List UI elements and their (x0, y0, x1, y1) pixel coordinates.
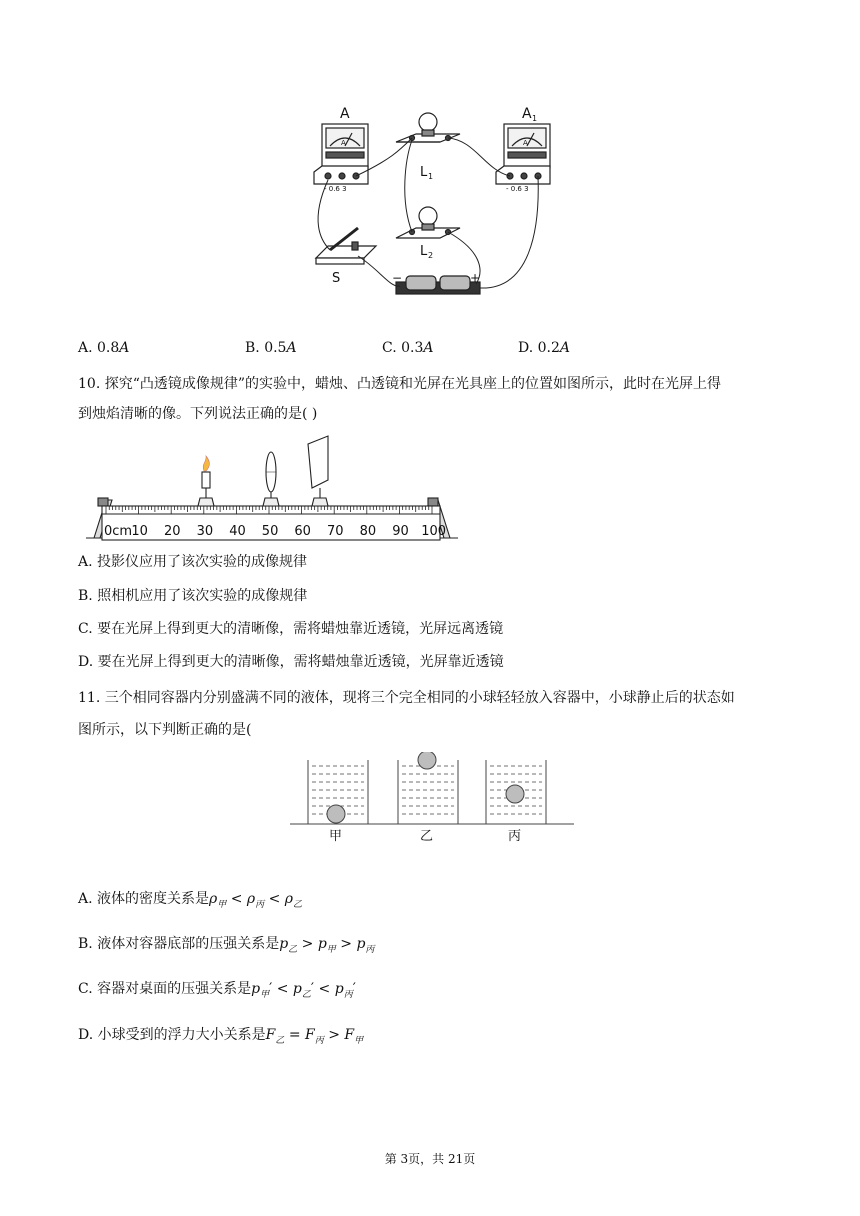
q11-option-d-sub-3: 甲 (354, 1036, 364, 1046)
q11-option-c-op-1: ′ < (269, 981, 293, 997)
ruler-tick-label: 0cm (104, 524, 133, 539)
label-lamp-l1-sub: 1 (428, 172, 434, 181)
q9-option-d-unit: A (559, 340, 571, 356)
ruler-tick-label: 20 (164, 524, 181, 539)
label-ammeter-a: A (340, 106, 350, 122)
q10-option-c: C. 要在光屏上得到更大的清晰像，需将蜡烛靠近透镜，光屏远离透镜 (78, 621, 504, 637)
label-lamp-l2-sub: 2 (428, 251, 434, 260)
q9-option-c (382, 338, 434, 358)
ruler-tick-label: 50 (261, 524, 279, 539)
q11-option-b (78, 934, 374, 960)
q11-option-d-sym-1: F (265, 1027, 276, 1043)
q11-option-b-sub-3: 丙 (365, 945, 375, 955)
q10-stem-line2: 到烛焰清晰的像。下列说法正确的是( ) (78, 406, 318, 422)
container-yi (398, 752, 458, 824)
ammeter-a1 (496, 124, 550, 184)
q11-option-c-sym-3: p (334, 981, 344, 997)
q9-option-a-unit: A (119, 340, 130, 356)
q11-option-d-sub-2: 丙 (314, 1036, 324, 1046)
optical-bench-diagram (80, 434, 470, 544)
ruler-tick-label: 60 (294, 524, 311, 539)
q11-option-c-sub-3: 丙 (343, 990, 353, 1000)
q11-option-c-op-2: ′ < (310, 981, 335, 997)
q11-option-c-sub-1: 甲 (260, 990, 270, 1000)
q10-option-d: D. 要在光屏上得到更大的清晰像，需将蜡烛靠近透镜，光屏靠近透镜 (78, 654, 504, 670)
ruler-tick-label: 80 (359, 524, 377, 539)
light-screen (308, 436, 328, 506)
ruler-tick-label: 100 (421, 524, 447, 539)
q11-option-b-op-2: > (335, 936, 357, 952)
label-switch-s: S (332, 271, 341, 286)
q11-option-a-text: A. 液体的密度关系是 (78, 891, 210, 907)
q9-option-b-value: B. 0.5 (245, 340, 287, 356)
q11-option-b-sub-1: 乙 (288, 945, 298, 955)
q11-option-b-sym-3: p (356, 936, 366, 952)
q9-option-b (245, 338, 297, 358)
q11-option-b-sym-1: p (279, 936, 289, 952)
label-lamp-l2: L (420, 244, 428, 259)
q11-option-c-sub-2: 乙 (301, 990, 311, 1000)
battery (396, 276, 480, 294)
ammeter-a-terminals: - 0.6 3 (324, 185, 347, 193)
label-jia: 甲 (329, 829, 343, 844)
q11-stem-line2: 图所示，以下判断正确的是( (78, 722, 252, 738)
ammeter-a1-dial-letter: A (523, 139, 528, 147)
lamp-l1 (396, 113, 460, 142)
q10-stem-line1: 10. 探究“凸透镜成像规律”的实验中，蜡烛、凸透镜和光屏在光具座上的位置如图所示，此时在光屏上得 (78, 376, 722, 392)
q9-option-a (78, 338, 129, 358)
q11-option-a-sub-3: 乙 (293, 900, 303, 910)
ammeter-a-dial-letter: A (341, 139, 346, 147)
q11-option-c-sym-1: p (251, 981, 261, 997)
label-yi: 乙 (420, 829, 434, 844)
candle (198, 456, 214, 506)
q11-option-d-op-1: = (284, 1027, 306, 1043)
q10-option-b: B. 照相机应用了该次实验的成像规律 (78, 588, 308, 604)
switch-s (316, 228, 376, 264)
convex-lens (263, 452, 279, 506)
ruler-tick-label: 10 (131, 524, 148, 539)
ruler-tick-label: 70 (327, 524, 344, 539)
ball-yi (418, 752, 436, 769)
q11-option-b-text: B. 液体对容器底部的压强关系是 (78, 936, 280, 952)
ruler-tick-label: 90 (392, 524, 409, 539)
battery-plus: + (470, 271, 481, 285)
container-jia (308, 760, 368, 824)
battery-minus: − (392, 271, 403, 285)
q11-option-d-text: D. 小球受到的浮力大小关系是 (78, 1027, 266, 1043)
q11-option-a-sub-1: 甲 (217, 900, 227, 910)
label-ammeter-a1: A (522, 106, 532, 122)
q11-option-b-op-1: > (297, 936, 318, 952)
ball-jia (327, 805, 345, 823)
q11-option-d-op-2: > (323, 1027, 345, 1043)
q9-option-a-value: A. 0.8 (78, 340, 120, 356)
q11-option-a-sym-2: ρ (246, 891, 256, 907)
label-bing: 丙 (508, 829, 522, 844)
q11-option-c-text: C. 容器对桌面的压强关系是 (78, 981, 252, 997)
q10-option-a: A. 投影仪应用了该次实验的成像规律 (78, 554, 308, 570)
q11-option-a-op-2: < (264, 891, 285, 907)
q11-option-b-sub-2: 甲 (326, 945, 336, 955)
ammeter-a (314, 124, 368, 184)
q11-option-a-sub-2: 丙 (255, 900, 265, 910)
page-footer: 第 3页，共 21页 (384, 1152, 476, 1166)
containers-diagram (288, 752, 578, 848)
q11-option-a-sym-3: ρ (284, 891, 294, 907)
q9-option-b-unit: A (286, 340, 297, 356)
q11-option-d (78, 1025, 363, 1051)
q11-option-d-sym-2: F (305, 1027, 315, 1043)
ruler-tick-label: 30 (196, 524, 214, 539)
q11-stem-line1: 11. 三个相同容器内分别盛满不同的液体，现将三个完全相同的小球轻轻放入容器中，小球静止后的状态如 (78, 690, 735, 706)
q9-option-d (518, 338, 570, 358)
q11-option-b-sym-2: p (317, 936, 327, 952)
label-lamp-l1: L (420, 165, 428, 180)
q11-option-c-sym-2: p (292, 981, 302, 997)
q11-option-d-sym-3: F (344, 1027, 355, 1043)
q11-option-d-sub-1: 乙 (275, 1036, 285, 1046)
circuit-diagram (300, 100, 560, 306)
container-bing (486, 760, 546, 824)
label-ammeter-a1-sub: 1 (532, 114, 538, 123)
q9-option-d-value: D. 0.2 (518, 340, 560, 356)
ball-bing (506, 785, 524, 803)
q11-option-c-prime: ′ (352, 981, 356, 997)
q11-option-a (78, 889, 302, 915)
q11-option-c (78, 979, 356, 1005)
q9-option-c-unit: A (423, 340, 434, 356)
q9-option-c-value: C. 0.3 (382, 340, 424, 356)
ruler-tick-label: 40 (229, 524, 246, 539)
ammeter-a1-terminals: - 0.6 3 (506, 185, 529, 193)
q11-option-a-op-1: < (226, 891, 247, 907)
q11-option-a-sym-1: ρ (209, 891, 218, 907)
